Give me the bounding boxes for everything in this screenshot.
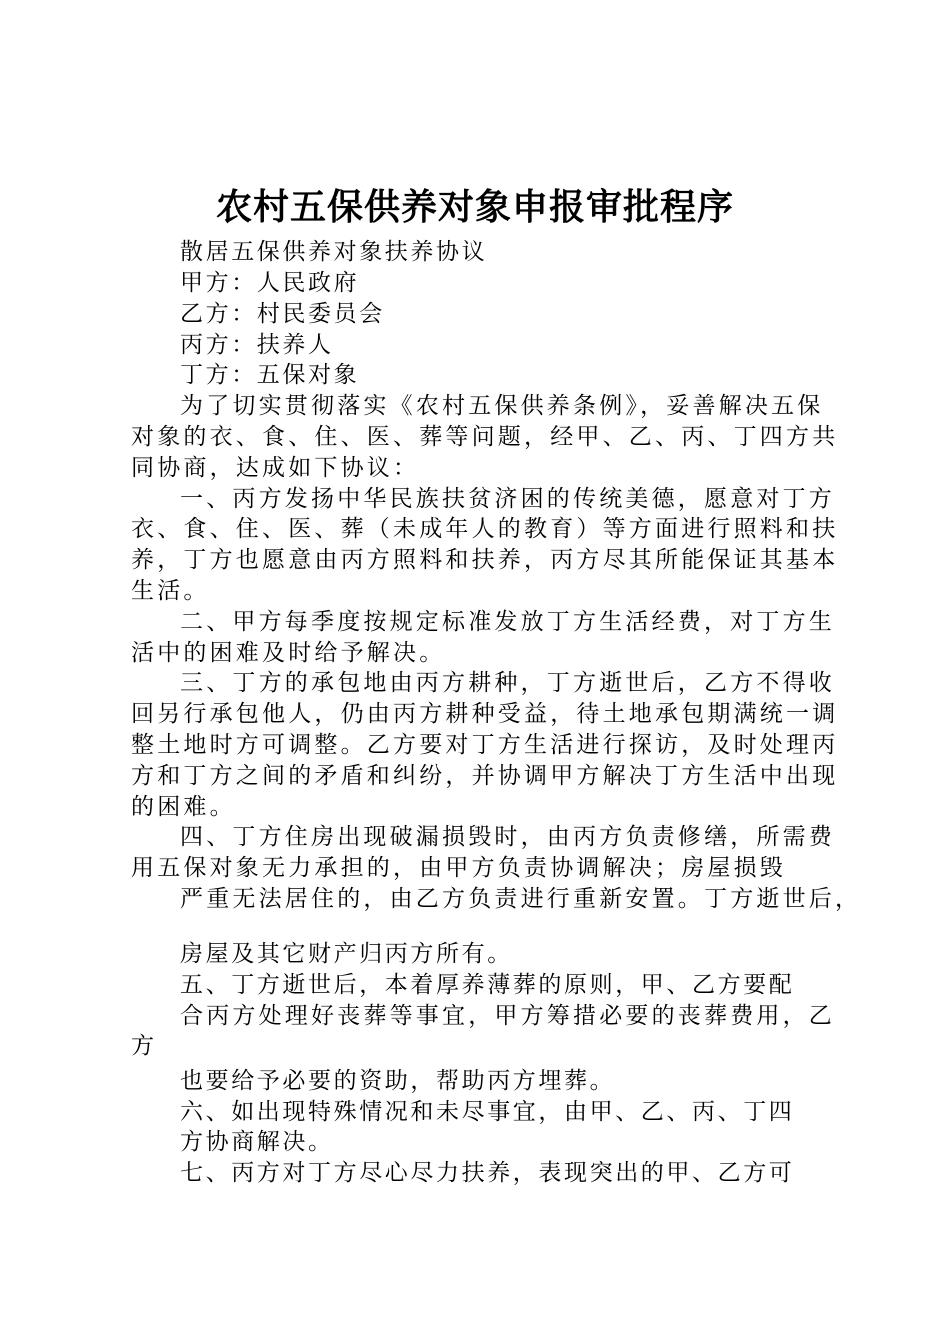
clause-1-line: 养，丁方也愿意由丙方照料和扶养，丙方尽其所能保证其基本: [131, 547, 839, 573]
agreement-heading: 散居五保供养对象扶养协议: [180, 239, 488, 265]
page-title: 农村五保供养对象申报审批程序: [215, 187, 734, 228]
clause-3-line: 整土地时方可调整。乙方要对丁方生活进行探访，及时处理丙: [131, 732, 839, 758]
clause-5-line: 方: [131, 1033, 157, 1059]
clause-2-line: 活中的困难及时给予解决。: [131, 640, 446, 666]
clause-1-line: 一、丙方发扬中华民族扶贫济困的传统美德，愿意对丁方: [180, 486, 835, 512]
clause-6-line: 六、如出现特殊情况和未尽事宜，由甲、乙、丙、丁四: [180, 1099, 795, 1125]
paragraph-line: 对象的衣、食、住、医、葬等问题，经甲、乙、丙、丁四方共: [131, 424, 839, 450]
clause-3-line: 三、丁方的承包地由丙方耕种，丁方逝世后，乙方不得收: [180, 670, 835, 696]
clause-3-line: 方和丁方之间的矛盾和纠纷，并协调甲方解决丁方生活中出现: [131, 763, 839, 789]
clause-4-line: 用五保对象无力承担的，由甲方负责协调解决；房屋损毁: [131, 855, 786, 881]
clause-5-line: 五、丁方逝世后，本着厚养薄葬的原则，甲、乙方要配: [180, 972, 795, 998]
paragraph-line: 为了切实贯彻落实《农村五保供养条例》，妥善解决五保: [180, 393, 824, 419]
paragraph-line: 同协商，达成如下协议：: [131, 455, 420, 481]
clause-3-line: 的困难。: [131, 794, 236, 820]
clause-4-line: 四、丁方住房出现破漏损毁时，由丙方负责修缮，所需费: [180, 824, 835, 850]
party-c: 丙方：扶养人: [180, 332, 334, 358]
clause-4-line: 房屋及其它财产归丙方所有。: [180, 941, 513, 967]
clause-5-line: 也要给予必要的资助，帮助丙方埋葬。: [180, 1068, 616, 1094]
clause-2-line: 二、甲方每季度按规定标准发放丁方生活经费，对丁方生: [180, 609, 835, 635]
clause-4-line: 严重无法居住的，由乙方负责进行重新安置。丁方逝世后，: [180, 886, 862, 912]
clause-1-line: 衣、食、住、医、葬（未成年人的教育）等方面进行照料和扶: [131, 516, 839, 542]
party-d: 丁方：五保对象: [180, 362, 360, 388]
clause-6-line: 方协商解决。: [180, 1129, 334, 1155]
clause-5-line: 合丙方处理好丧葬等事宜，甲方筹措必要的丧葬费用，乙: [180, 1003, 835, 1029]
party-a: 甲方：人民政府: [180, 270, 360, 296]
clause-3-line: 回另行承包他人，仍由丙方耕种受益，待土地承包期满统一调: [131, 701, 839, 727]
clause-7-line: 七、丙方对丁方尽心尽力扶养，表现突出的甲、乙方可: [180, 1160, 795, 1186]
clause-1-line: 生活。: [131, 578, 210, 604]
party-b: 乙方：村民委员会: [180, 301, 385, 327]
